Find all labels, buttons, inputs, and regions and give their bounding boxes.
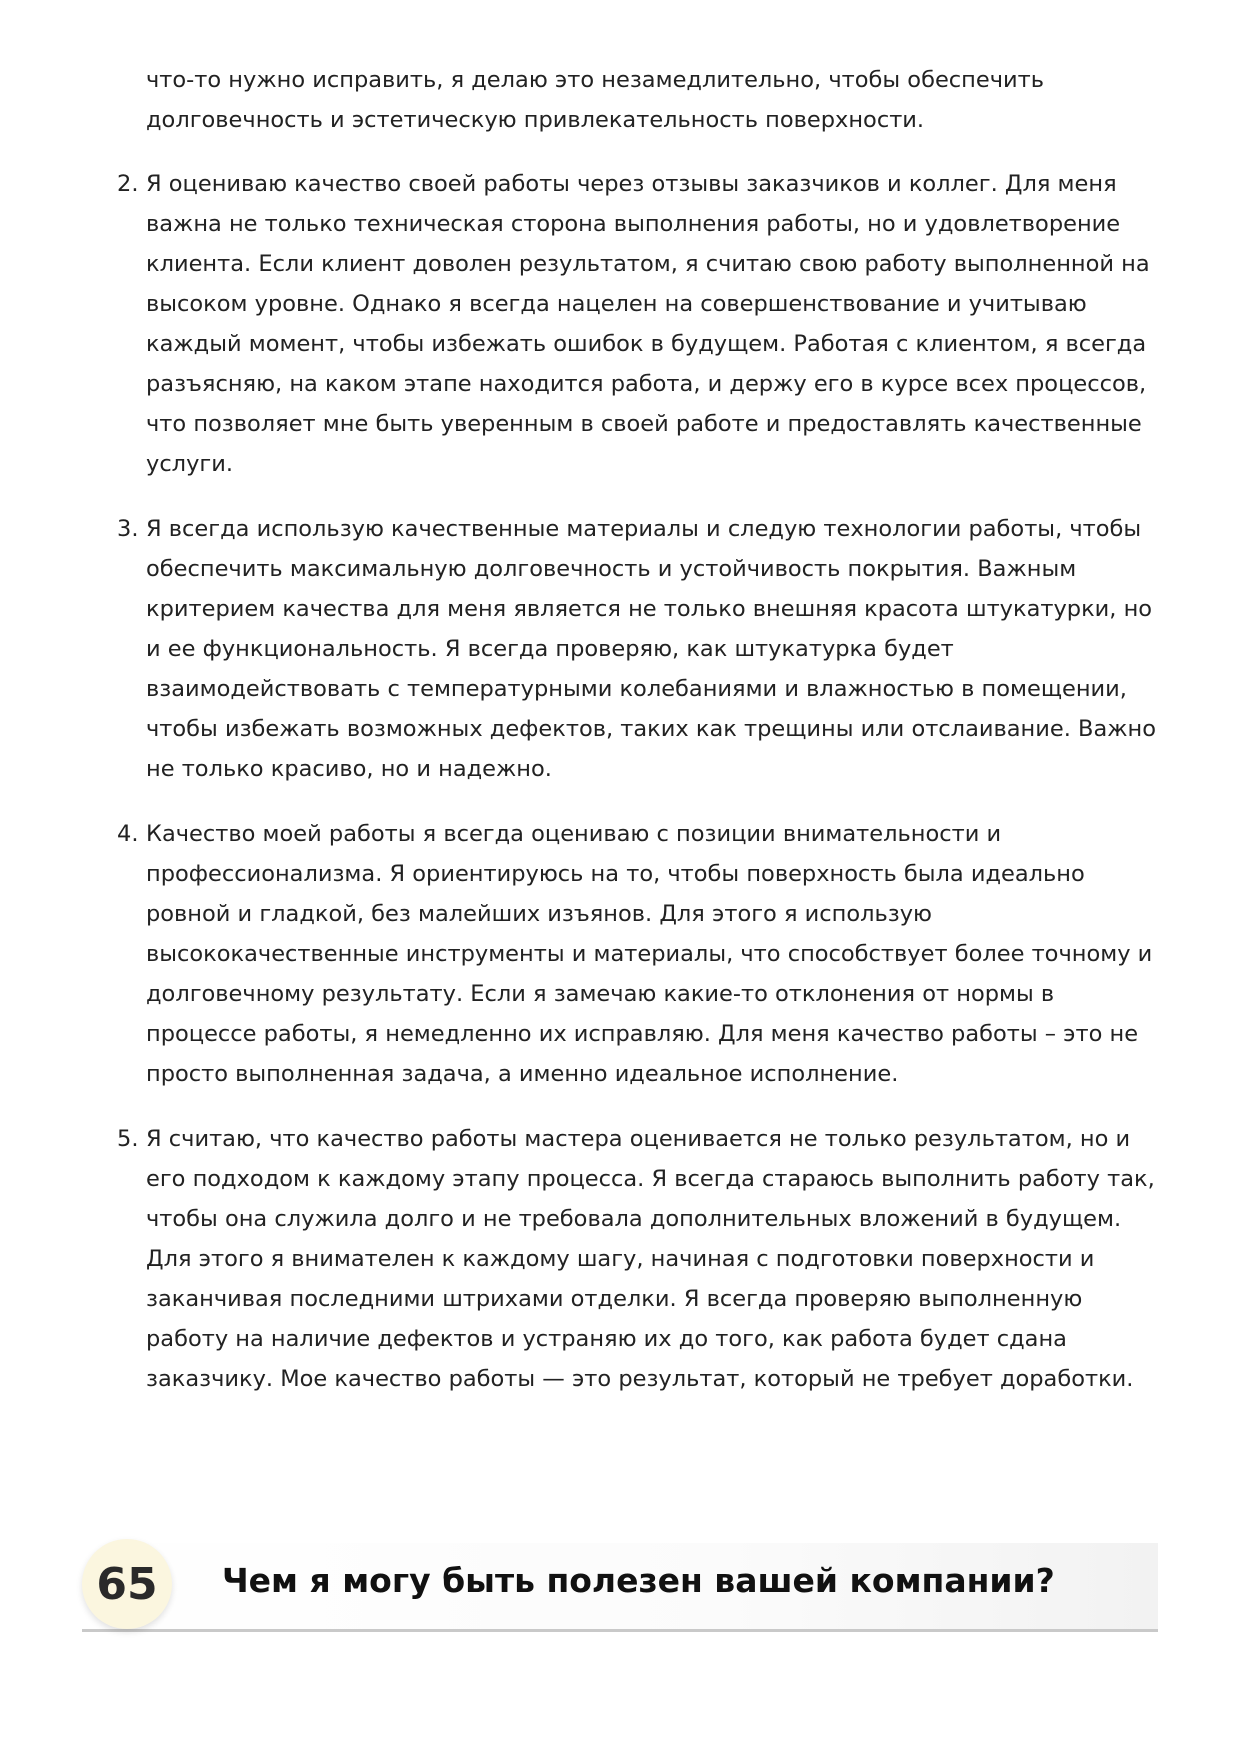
answer-text: Я всегда использую качественные материалы и следую технологии работы, чтобы обеспечить максимальную долговечность и устойчивость покрытия. Важным критерием качества для меня является не только внешняя красота штукатурки, но и ее функциональность. Я всегда проверяю, как штукатурка будет взаимодействовать с температурными колебаниями и влажностью в помещении, чтобы избежать возможных дефектов, таких как трещины или отслаивание. Важно не только красиво, но и надежно. xyxy=(146,516,1156,782)
answer-list xyxy=(117,164,1158,1424)
answer-number: 3. xyxy=(117,516,139,542)
answer-item-4 xyxy=(117,814,1158,1094)
question-number-badge xyxy=(82,1539,172,1629)
answer-number: 4. xyxy=(117,821,139,847)
answer-text: Я считаю, что качество работы мастера оценивается не только результатом, но и его подходом к каждому этапу процесса. Я всегда стараюсь выполнить работу так, чтобы она служила долго и не требовала дополнительных вложений в будущем. Для этого я внимателен к каждому шагу, начиная с подготовки поверхности и заканчивая последними штрихами отделки. Я всегда проверяю выполненную работу на наличие дефектов и устраняю их до того, как работа будет сдана заказчику. Мое качество работы — это результат, который не требует доработки. xyxy=(146,1126,1155,1392)
answer-text: Я оцениваю качество своей работы через отзывы заказчиков и коллег. Для меня важна не только техническая сторона выполнения работы, но и удовлетворение клиента. Если клиент доволен результатом, я считаю свою работу выполненной на высоком уровне. Однако я всегда нацелен на совершенствование и учитываю каждый момент, чтобы избежать ошибок в будущем. Работая с клиентом, я всегда разъясняю, на каком этапе находится работа, и держу его в курсе всех процессов, что позволяет мне быть уверенным в своей работе и предоставлять качественные услуги. xyxy=(146,171,1150,477)
question-heading xyxy=(82,1535,1158,1635)
question-number: 65 xyxy=(96,1558,158,1610)
answer-item-3 xyxy=(117,509,1158,789)
previous-answer-continuation: что-то нужно исправить, я делаю это незамедлительно, чтобы обеспечить долговечность и эстетическую привлекательность поверхности. xyxy=(146,67,1044,133)
question-title: Чем я могу быть полезен вашей компании? xyxy=(222,1561,1055,1600)
question-divider xyxy=(82,1629,1158,1632)
answer-text: Качество моей работы я всегда оцениваю с позиции внимательности и профессионализма. Я ориентируюсь на то, чтобы поверхность была идеально ровной и гладкой, без малейших изъянов. Для этого я использую высококачественные инструменты и материалы, что способствует более точному и долговечному результату. Если я замечаю какие-то отклонения от нормы в процессе работы, я немедленно их исправляю. Для меня качество работы – это не просто выполненная задача, а именно идеальное исполнение. xyxy=(146,821,1153,1087)
answer-item-2 xyxy=(117,164,1158,484)
answer-number: 5. xyxy=(117,1126,139,1152)
answer-item-5 xyxy=(117,1119,1158,1399)
answer-number: 2. xyxy=(117,171,139,197)
